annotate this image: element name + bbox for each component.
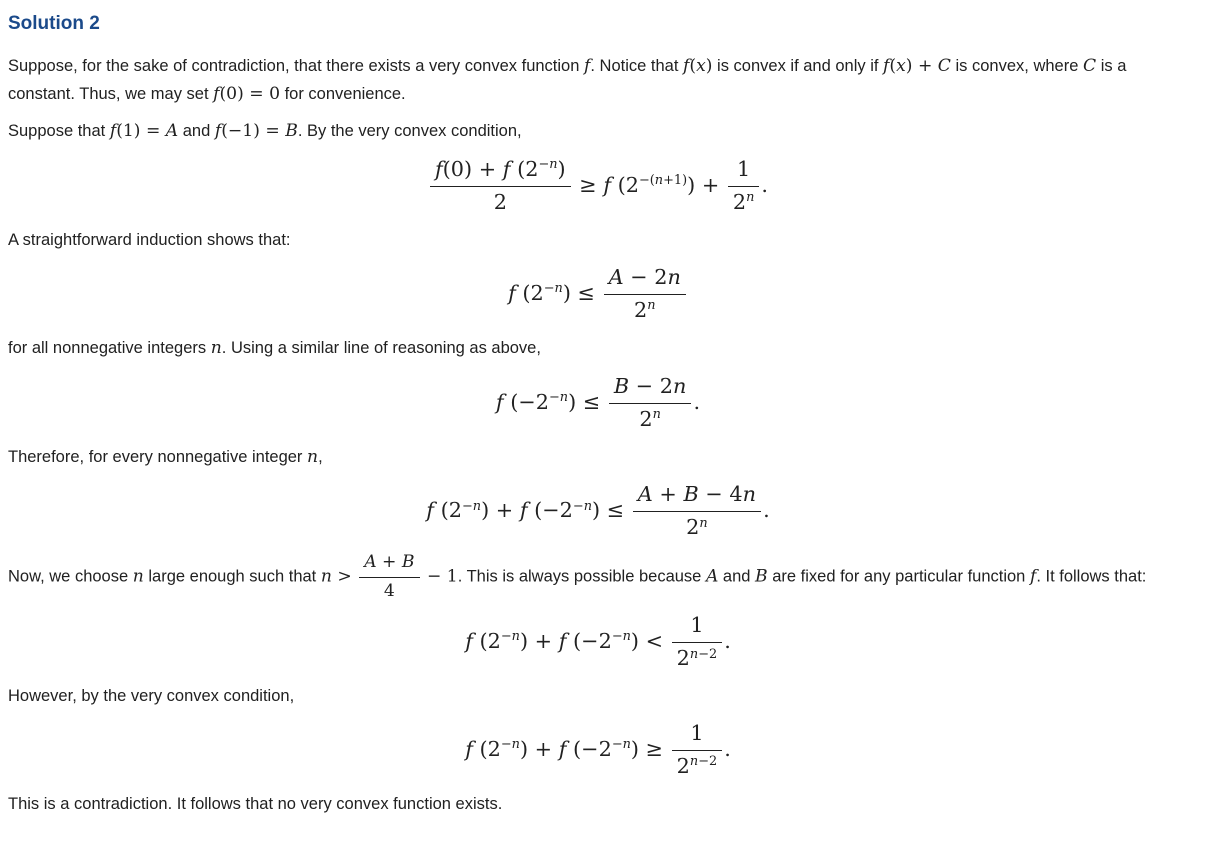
paragraph-choose-n: Now, we choose n large enough such that n > $\frac{A + B}{4}$ − 1. This is always possible because A and B are fixed for any particular function f. It follows that: [8,552,1147,601]
equation-induction-bound-negative: f $(-2^{-n})$ ≤ $\frac{B - 2n}{2^n}$ . [495,373,701,431]
equation-sum-bound: f $(2^{-n}) + f$ $(-2^{-n})$ ≤ $\frac{A + B - 4n}{2^n}$ . [426,482,770,540]
equation-induction-bound-positive: f $(2^{-n})$ ≤ $\frac{A - 2n}{2^n}$ [8,265,1188,324]
paragraph-contradiction-setup: Suppose, for the sake of contradiction, that there exists a very convex function f. Notice that f(x) is convex if and only if f(x) + C is convex, where C is a constant. Thus, we may set f(0) = 0 for convenience. [8,55,1127,104]
paragraph-therefore: Therefore, for every nonnegative integer n, [8,446,323,467]
paragraph-conclusion: This is a contradiction. It follows that no very convex function exists. [8,795,503,814]
solution-heading: Solution 2 [8,13,100,34]
equation-lower-bound: f $(2^{-n}) + f$ $(-2^{-n})$ ≥ $\frac{1}{2^{n-2}}$ . [465,721,731,779]
paragraph-suppose-values: Suppose that f(1) = A and f(−1) = B. By the very convex condition, [8,121,522,142]
paragraph-however: However, by the very convex condition, [8,687,295,706]
equation-very-convex-condition: $\frac{f(0) + f (2^{-n})}{2}$ ≥ f $(2^{-(n+1)})$ + $\frac{1}{2^n}$ . [8,157,1188,216]
paragraph-induction: A straightforward induction shows that: [8,231,291,250]
paragraph-nonnegative-integers: for all nonnegative integers n. Using a similar line of reasoning as above, [8,337,541,358]
equation-strict-upper-bound: f $(2^{-n}) + f$ $(-2^{-n})$ < $\frac{1}{2^{n-2}}$ . [465,613,731,671]
